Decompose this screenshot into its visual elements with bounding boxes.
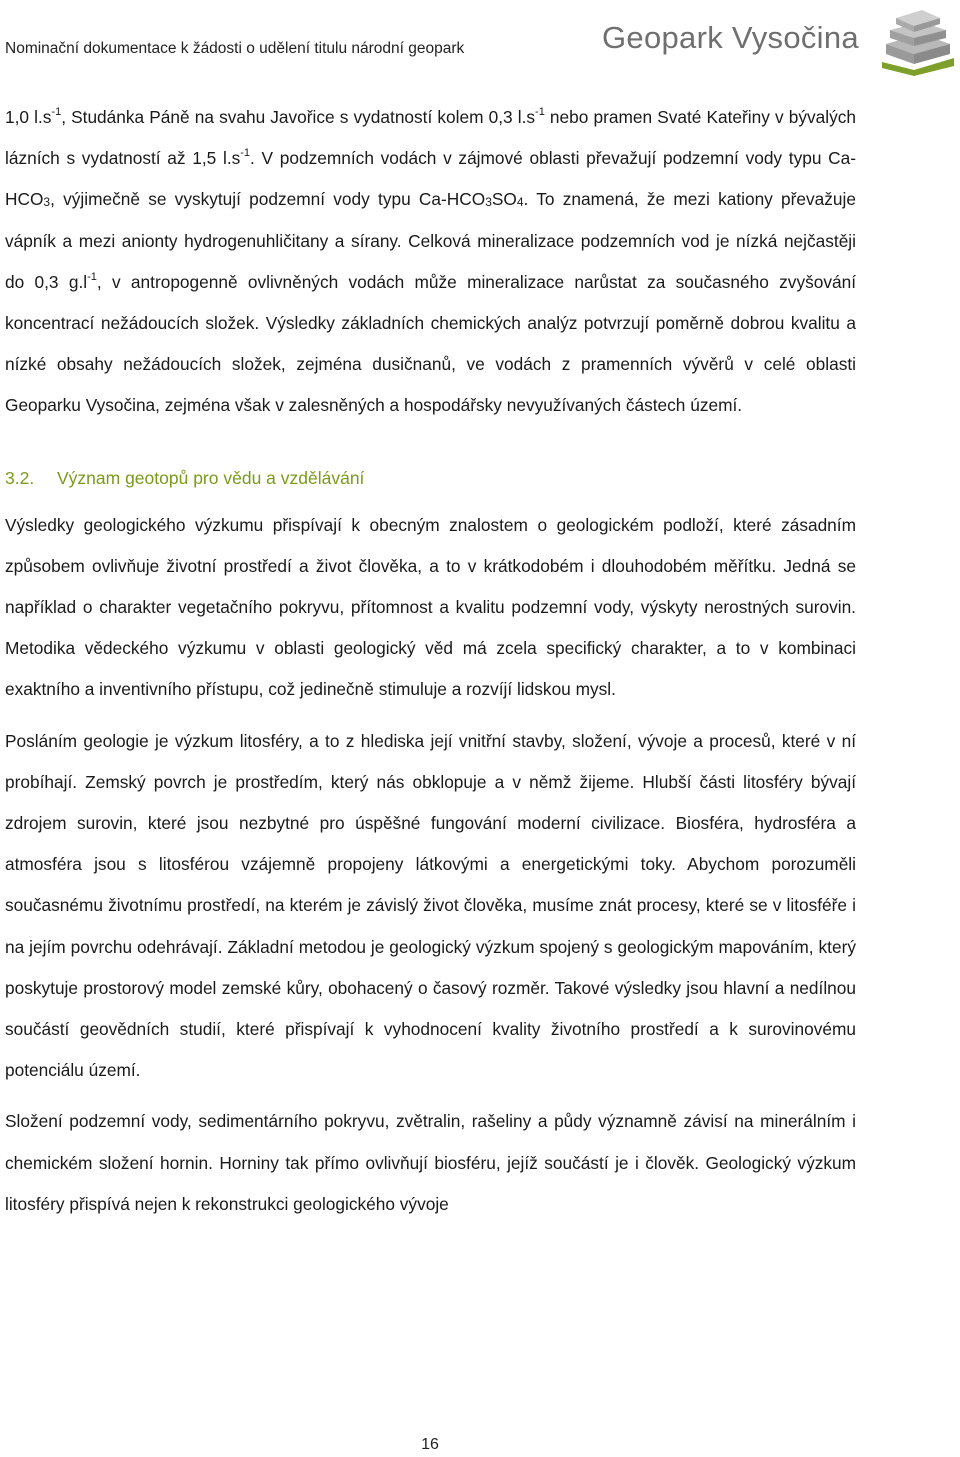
geopark-logo [598, 4, 960, 78]
page-number: 16 [421, 1436, 439, 1453]
geopark-logo-icon [878, 4, 958, 76]
section-heading [5, 458, 856, 499]
logo-text: Geopark Vysočina [602, 20, 859, 55]
section-title: Význam geotopů pro vědu a vzdělávání [57, 467, 365, 488]
paragraph-water-composition: Složení podzemní vody, sedimentárního pokryvu, zvětralin, rašeliny a půdy významně závisí na minerálním i chemickém složení hornin. Horniny tak přímo ovlivňují biosféru, jejíž součástí je i člověk. Geologický výzkum litosféry přispívá nejen k rekonstrukci geologického vývoje [5, 1111, 856, 1214]
section-number: 3.2. [5, 467, 35, 488]
page-header [0, 0, 960, 80]
paragraph-research-results: Výsledky geologického výzkumu přispívají k obecným znalostem o geologickém podloží, které zásadním způsobem ovlivňuje životní prostředí a život člověka, a to v krátkodobém i dlouhodobém měřítku. Jedná se například o charakter vegetačního pokryvu, přítomnost a kvalitu podzemní vody, výskyty nerostných surovin. Metodika vědeckého výzkumu v oblasti geologický věd má zcela specifický charakter, a to v kombinaci exaktního a inventivního přístupu, což jedinečně stimuluje a rozvíjí lidskou mysl. [5, 514, 856, 700]
paragraph-geology-mission: Posláním geologie je výzkum litosféry, a to z hlediska její vnitřní stavby, složení, vývoje a procesů, které v ní probíhají. Zemský povrch je prostředím, který nás obklopuje a v němž žijeme. Hlubší části litosféry bývají zdrojem surovin, které jsou nezbytné pro úspěšné fungování moderní civilizace. Biosféra, hydrosféra a atmosféra jsou s litosférou vzájemně propojeny látkovými a energetickými toky. Abychom porozuměli současnému životnímu prostředí, na kterém je závislý život člověka, musíme znát procesy, které se v litosféře i na jejím povrchu odehrávají. Základní metodou je geologický výzkum spojený s geologickým mapováním, který poskytuje prostorový model zemské kůry, obohacený o časový rozměr. Takové výsledky jsou hlavní a nedílnou součástí geovědních studií, které přispívají k vyhodnocení kvality životního prostředí a k surovinovému potenciálu území. [5, 730, 856, 1081]
document-title: Nominační dokumentace k žádosti o udělení titulu národní geopark [5, 40, 465, 57]
document-body [5, 97, 856, 1225]
paragraph-groundwater: 1,0 $l.s^{-1}$, Studánka Páně na svahu Javořice s vydatností kolem 0,3 $l.s^{-1}$ nebo pramen Svaté Kateřiny v bývalých lázních s vydatností až 1,5 $l.s^{-1}$. V podzemních vodách v zájmové oblasti převažují podzemní vody typu $Ca-HCO_3$, výjimečně se vyskytují podzemní vody typu $Ca-HCO_3SO_4$. To znamená, že mezi kationy převažuje vápník a mezi anionty hydrogenuhličitany a sírany. Celková mineralizace podzemních vod je nízká nejčastěji do 0,3 $g.l^{-1}$, v antropogenně ovlivněných vodách může mineralizace narůstat za současného zvyšování koncentrací nežádoucích složek. Výsledky základních chemických analýz potvrzují poměrně dobrou kvalitu a nízké obsahy nežádoucích složek, zejména dusičnanů, ve vodách z pramenních vývěrů v celé oblasti Geoparku Vysočina, zejména však v zalesněných a hospodářsky nevyužívaných částech území. [5, 106, 856, 416]
